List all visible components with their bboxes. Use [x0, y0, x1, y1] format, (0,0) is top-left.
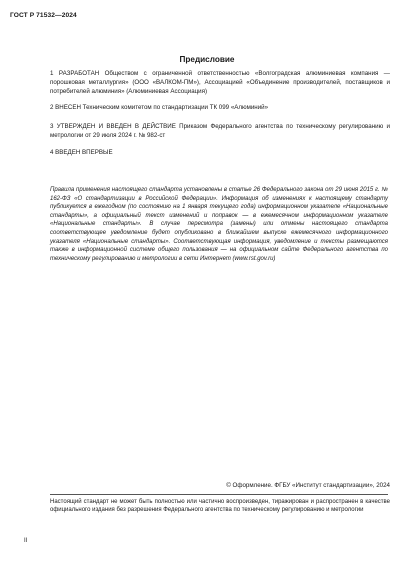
document-header: ГОСТ Р 71532—2024 — [10, 12, 77, 19]
reproduction-notice: Настоящий стандарт не может быть полностью или частично воспроизведен, тиражирован и распространен в качестве официального издания без разрешения Федерального агентства по техническому регулированию и метрологии — [50, 499, 390, 514]
section-title: Предисловие — [179, 55, 235, 64]
foreword-item-3: 3 УТВЕРЖДЕН И ВВЕДЕН В ДЕЙСТВИЕ Приказом Федерального агентства по техническому регулированию и метрологии от 29 июля 2024 г. № 982-ст — [50, 123, 390, 139]
foreword-item-1: 1 РАЗРАБОТАН Обществом с ограниченной ответственностью «Волгоградская алюминиевая компания — порошковая металлургия» (ООО «ВАЛКОМ-ПМ»), Ассоциацией «Объединение производителей, поставщиков и потребителей алюминия» (Алюминиевая Ассоциация) — [50, 70, 390, 95]
foreword-item-2: 2 ВНЕСЕН Техническим комитетом по стандартизации ТК 099 «Алюминий» — [50, 104, 269, 111]
foreword-item-4: 4 ВВЕДЕН ВПЕРВЫЕ — [50, 149, 113, 156]
copyright-line: © Оформление. ФГБУ «Институт стандартизации», 2024 — [226, 482, 390, 489]
page-number: II — [24, 538, 28, 544]
separator-line — [50, 494, 388, 495]
application-rules-notice: Правила применения настоящего стандарта установлены в статье 26 Федерального закона от 29 июня 2015 г. № 162-ФЗ «О стандартизации в Российской Федерации». Информация об изменениях к настоящему стандарту публикуется в ежегодном (по состоянию на 1 января текущего года) информационном указателе «Национальные стандарты», а официальный текст изменений и поправок — в ежемесячном информационном указателе «Национальные стандарты». В случае пересмотра (замены) или отмены настоящего стандарта соответствующее уведомление будет опубликовано в ближайшем выпуске ежемесячного информационного указателя «Национальные стандарты». Соответствующая информация, уведомление и тексты размещаются также в информационной системе общего пользования — на официальном сайте Федерального агентства по техническому регулированию и метрологии в сети Интернет (www.rst.gov.ru) — [50, 187, 388, 262]
